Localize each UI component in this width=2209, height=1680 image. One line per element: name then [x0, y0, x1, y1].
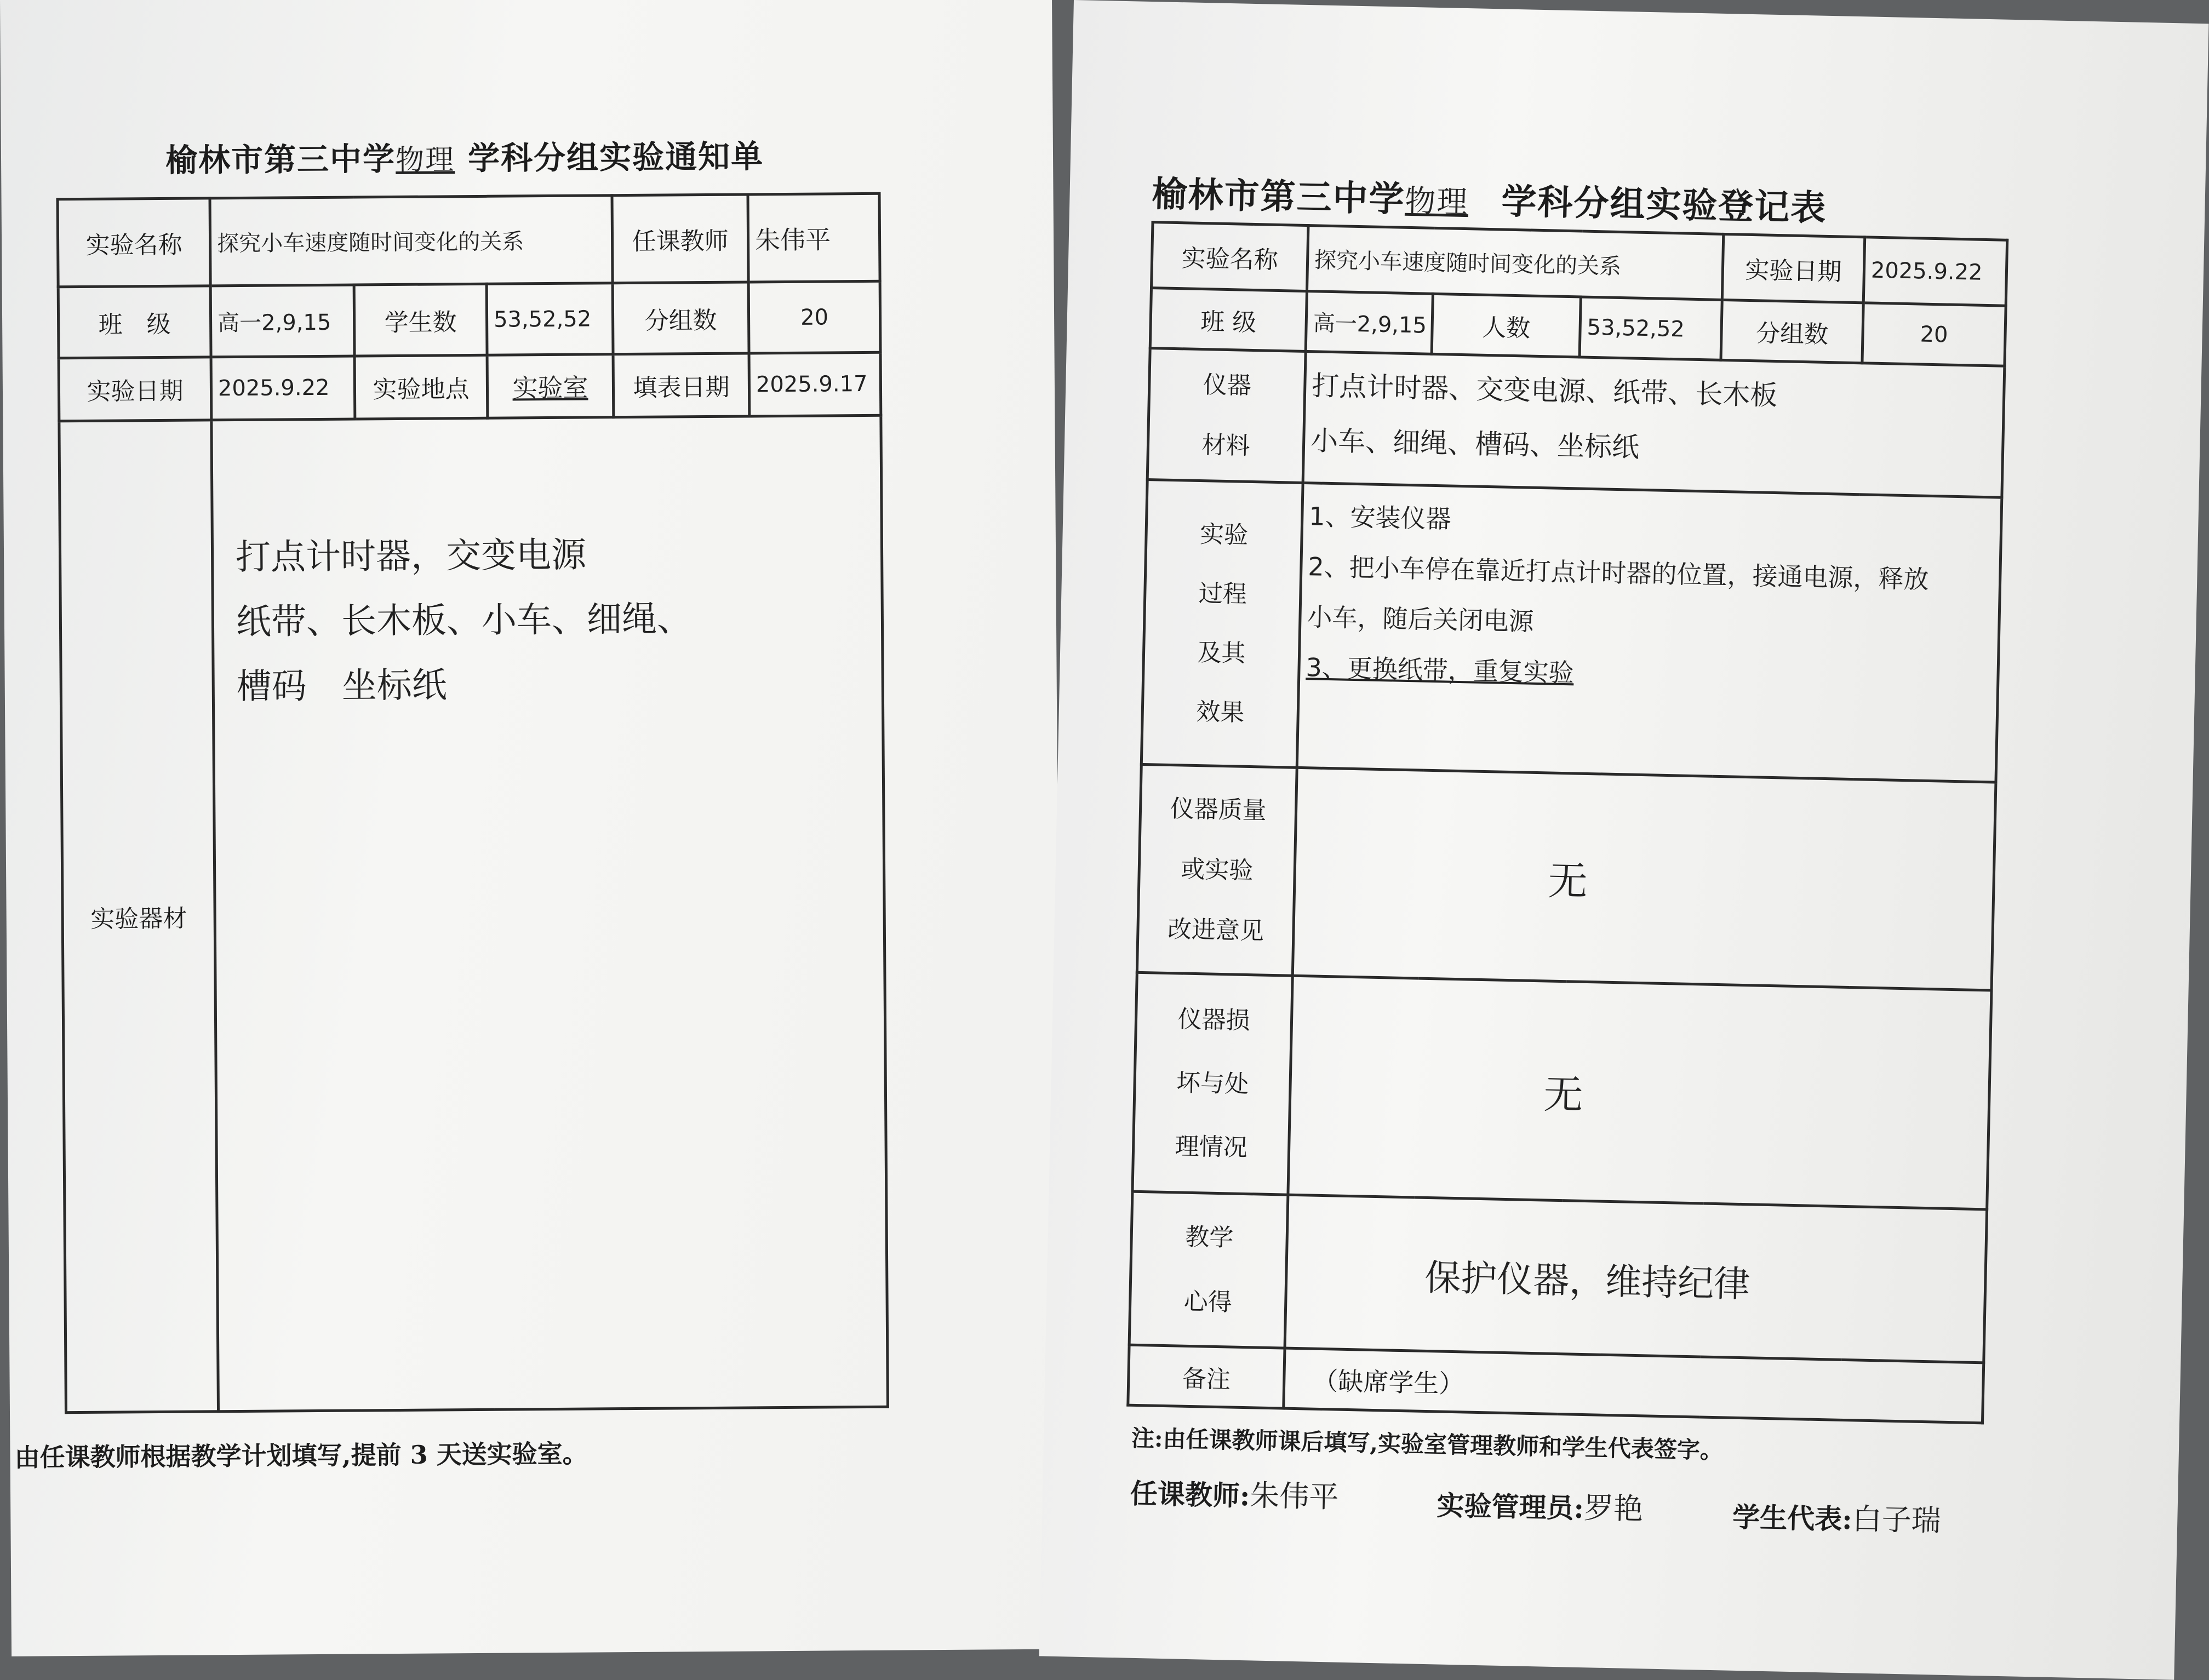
label-line: 材料 [1201, 431, 1251, 460]
signature-line [1130, 1470, 2018, 1538]
label-line: 心得 [1183, 1287, 1233, 1317]
label-students: 学生数 [354, 284, 487, 356]
notification-table [56, 192, 889, 1414]
label-line: 效果 [1195, 697, 1245, 727]
title-prefix: 榆林市第三中学 [1151, 174, 1406, 220]
teacher-signature [1130, 1470, 1339, 1516]
teaching-cell: 保护仪器，维持纪律 [1285, 1195, 1987, 1363]
value-teacher: 朱伟平 [748, 193, 880, 282]
label-line: 理情况 [1175, 1132, 1248, 1162]
label-groups: 分组数 [613, 282, 749, 354]
label-line: 仪器损 [1177, 1005, 1251, 1035]
damage-cell: 无 [1288, 976, 1991, 1209]
admin-signature-value: 罗艳 [1583, 1490, 1644, 1527]
registration-sheet [1039, 0, 2209, 1680]
notification-footer-note: 由任课教师根据教学计划填写,提前 3 天送实验室。 [14, 1438, 588, 1472]
label-line: 实验 [1199, 520, 1249, 549]
label-line: 教学 [1184, 1223, 1234, 1252]
teacher-signature-label: 任课教师: [1130, 1477, 1250, 1512]
process-line: 小车，随后关闭电源 [1306, 602, 1534, 637]
teacher-signature-value: 朱伟平 [1249, 1478, 1339, 1515]
row-class [58, 281, 880, 358]
row-damage [1132, 972, 1991, 1209]
row-name [58, 193, 880, 286]
process-line: 1、安装仪器 [1308, 501, 1452, 534]
label-line: 过程 [1198, 579, 1247, 609]
title-suffix: 学科分组实验登记表 [1501, 181, 1828, 229]
title-prefix: 榆林市第三中学 [165, 140, 396, 179]
value-groups: 20 [1862, 303, 2006, 366]
registration-title [1152, 166, 1828, 231]
label-teaching [1129, 1191, 1288, 1348]
value-students: 53,52,52 [487, 283, 613, 356]
process-cell [1297, 483, 2002, 782]
label-quality [1137, 764, 1297, 976]
label-teacher: 任课教师 [612, 194, 748, 283]
label-process [1141, 480, 1303, 768]
row-quality [1137, 764, 1996, 990]
label-line: 或实验 [1180, 855, 1254, 885]
admin-signature [1437, 1481, 1644, 1528]
equipment-line: 槽码 坐标纸 [236, 665, 448, 708]
label-date: 实验日期 [1722, 234, 1864, 302]
value-date: 2025.9.22 [211, 356, 355, 420]
registration-footer-note: 注:由任课教师课后填写,实验室管理教师和学生代表签字。 [1131, 1424, 1724, 1464]
value-people: 53,52,52 [1580, 297, 1722, 360]
process-line: 3、更换纸带，重复实验 [1306, 652, 1575, 688]
row-date [59, 352, 881, 421]
equipment-line: 打点计时器，交变电源 [235, 535, 587, 578]
label-class: 班 级 [1150, 288, 1307, 352]
notification-title [165, 130, 764, 181]
student-signature [1732, 1493, 1942, 1540]
row-equipment [59, 415, 888, 1412]
label-line: 及其 [1197, 638, 1246, 668]
quality-cell: 无 [1292, 767, 1996, 990]
label-fill-date: 填表日期 [613, 353, 749, 417]
label-damage [1132, 972, 1292, 1195]
equipment-text [236, 521, 882, 719]
value-date: 2025.9.22 [1863, 237, 2007, 306]
title-suffix: 学科分组实验通知单 [467, 137, 764, 177]
label-name: 实验名称 [58, 198, 210, 287]
row-process [1141, 480, 2002, 783]
label-name: 实验名称 [1152, 222, 1308, 291]
label-class: 班 级 [58, 286, 211, 358]
registration-table [1126, 221, 2008, 1424]
notification-sheet [0, 0, 1063, 1656]
equipment-cell [211, 415, 888, 1411]
value-groups: 20 [748, 281, 880, 353]
instruments-cell [1303, 352, 2005, 498]
instruments-line: 打点计时器、交变电源、纸带、长木板 [1311, 370, 1778, 412]
label-line: 仪器 [1203, 370, 1252, 400]
row-teaching [1129, 1191, 1987, 1363]
label-remark: 备注 [1128, 1345, 1285, 1408]
label-place: 实验地点 [354, 355, 488, 419]
remark-cell: （缺席学生） [1284, 1348, 1984, 1423]
value-class: 高一2,9,15 [1306, 291, 1433, 354]
admin-signature-label: 实验管理员: [1436, 1489, 1584, 1525]
instruments-line: 小车、细绳、槽码、坐标纸 [1310, 425, 1640, 463]
value-place: 实验室 [487, 354, 614, 418]
label-line: 改进意见 [1167, 915, 1264, 945]
label-date: 实验日期 [59, 357, 211, 421]
value-class: 高一2,9,15 [210, 285, 354, 357]
label-equipment: 实验器材 [59, 420, 219, 1413]
process-line: 2、把小车停在靠近打点计时器的位置，接通电源，释放 [1307, 552, 1930, 594]
row-instruments [1147, 348, 2005, 498]
equipment-line: 纸带、长木板、小车、细绳、 [236, 599, 693, 643]
student-signature-value: 白子瑞 [1852, 1501, 1942, 1538]
value-fill-date: 2025.9.17 [749, 352, 881, 416]
label-line: 仪器质量 [1170, 794, 1267, 825]
label-instruments [1147, 348, 1306, 483]
value-name: 探究小车速度随时间变化的关系 [210, 196, 613, 286]
student-signature-label: 学生代表: [1732, 1500, 1853, 1536]
label-people: 人数 [1432, 294, 1581, 357]
label-groups: 分组数 [1721, 300, 1863, 363]
value-name: 探究小车速度随时间变化的关系 [1307, 226, 1723, 300]
label-line: 坏与处 [1176, 1068, 1249, 1098]
title-subject: 物理 [395, 144, 455, 177]
title-subject: 物理 [1404, 183, 1469, 221]
